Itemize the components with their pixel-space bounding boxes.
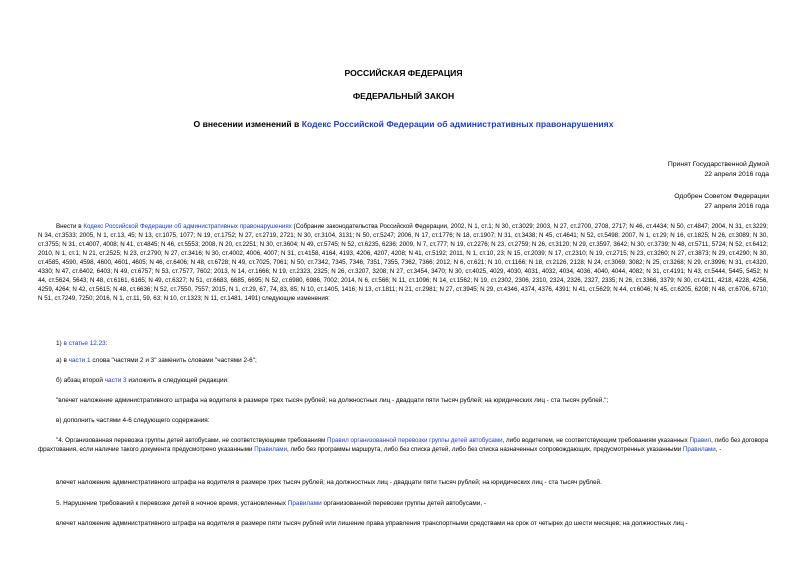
part-5-t1: 5. Нарушение требований к перевозке детей в ночное время, установленных bbox=[56, 500, 288, 507]
main-paragraph-text: (Собрание законодательства Российской Федерации, 2002, N 1, ст.1; N 30, ст.3029; 2003, N 27, ст.2700, 2708, 2717; N 46, ст.4434; N 50, ст.4847; 2004, N 31, ст.3229; N 34, ст.3533; 2005, N 1, ст.13, 45; N 13, ст.1075, 1077; N 19, ст.1752; N 27, ст.2719, 2721; N 30, ст.3104, 3131; N 50, ст.5247; 2006, N 17, ст.1776; N 18, ст.1907; N 31, ст.3438; N 45, ст.4641; N 52, ст.5498; 2007, N 1, ст.29; N 16, ст.1825; N 26, ст.3089; N 30, ст.3755; N 31, ст.4007, 4008; N 41, ст.4845; N 46, ст.5553; 2008, N 20, ст.2251; N 30, ст.3604; N 49, ст.5745; N 52, ст.6235, 6236; 2009, N 7, ст.777; N 19, ст.2276; N 23, ст.2759; N 26, ст.3120; N 29, ст.3597, 3642; N 30, ст.3739; N 48, ст.5711, 5724; N 52, ст.6412; 2010, N 1, ст.1; N 21, ст.2525; N 23, ст.2790; N 27, ст.3416; N 30, ст.4002, 4006, 4007; N 31, ст.4158, 4164, 4193, 4206, 4207, 4208; N 41, ст.5192; 2011, N 1, ст.10, 23; N 15, ст.2039; N 17, ст.2310; N 19, ст.2715; N 23, ст.3260; N 27, ст.3873; N 29, ст.4290; N 30, ст.4585, 4590, 4598, 4600, 4601, 4605; N 46, ст.6406; N 48, ст.6728; N 49, ст.7025, 7061; N 50, ст.7342, 7345, 7346, 7351, 7355, 7362, 7366; 2012, N 6, ст.621; N 10, ст.1166; N 18, ст.2126, 2128; N 24, ст.3069, 3082; N 25, ст.3268; N 29, ст.3996; N 31, ст.4320, 4330; N 47, ст.6402, 6403; N 49, ст.6757; N 53, ст.7577, 7602; 2013, N 14, ст.1666; N 19, ст.2323, 2325; N 26, ст.3207, 3208; N 27, ст.3454, 3470; N 30, ст.4025, 4029, 4030, 4031, 4032, 4034, 4036, 4040, 4044, 4082; N 31, ст.4191; N 43, ст.5444, 5445, 5452; N 44, ст.5624, 5643; N 48, ст.6161, 6165; N 49, ст.6327; N 51, ст.6683, 6685, 6695; N 52, ст.6980, 6986, 7002; 2014, N 6, ст.566; N 11, ст.1096; N 14, ст.1562; N 19, ст.2302, 2306, 2310, 2324, 2326, 2327, 2335; N 26, ст.3366, 3379; N 30, ст.4211, 4218, 4228, 4256, 4259, 4264; N 42, ст.5615; N 48, ст.6636; N 52, ст.7550, 7557; 2015, N 1, ст.29, 67, 74, 83, 85; N 10, ст.1405, 1416; N 13, ст.1811; N 21, ст.2981; N 27, ст.3945; N 29, ст.4346, 4374, 4376, 4391; N 41, ст.5629; N 44, ст.6046; N 45, ст.6205, 6208; N 48, ст.6706, 6710; N 51, ст.7249, 7250; 2016, N 1, ст.11, 59, 63; N 10, ст.1323; N 11, ст.1481, 1491) следующие изменения: bbox=[38, 223, 768, 302]
rules-link-4[interactable]: Правилами bbox=[682, 446, 716, 453]
law-title bbox=[0, 119, 807, 129]
item-1-suffix: : bbox=[105, 340, 108, 347]
part-4-t2: , либо водителем, не соответствующим требованиям указанных bbox=[502, 437, 690, 444]
item-b-quote: "влечет наложение административного штрафа на водителя в размере трех тысяч рублей; на должностных лиц - двадцати пяти тысяч рублей; на юридических лиц - ста тысяч рублей."; bbox=[56, 397, 609, 404]
item-1-prefix: 1) bbox=[56, 340, 64, 347]
law-title-prefix: О внесении изменений в bbox=[193, 119, 302, 129]
part-5-text bbox=[56, 500, 486, 507]
item-c: в) дополнить частями 4-6 следующего содержания: bbox=[56, 417, 210, 424]
code-link-inline[interactable]: Кодекс Российской Федерации об административных правонарушениях bbox=[83, 223, 292, 230]
part-4-t1: "4. Организованная перевозка группы детей автобусами, не соответствующими требованиям bbox=[56, 437, 328, 444]
item-b-prefix: б) абзац второй bbox=[56, 377, 105, 384]
rules-link-3[interactable]: Правилами bbox=[254, 446, 288, 453]
rules-link-1[interactable]: Правил организованной перевозки группы детей автобусами bbox=[327, 437, 503, 444]
council-date: 27 апреля 2016 года bbox=[704, 202, 769, 210]
part-5-t2: организованной перевозки группы детей автобусами, - bbox=[321, 500, 487, 507]
part-4-t3: , либо без договора фрахтования, если наличие такого документа предусмотрено указанными bbox=[38, 437, 769, 453]
part-4-penalty: влечет наложение административного штрафа на водителя в размере трех тысяч рублей; на должностных лиц - двадцати пяти тысяч рублей; на юридических лиц - ста тысяч рублей. bbox=[56, 479, 602, 486]
part-3-link[interactable]: части 3 bbox=[104, 377, 127, 384]
rules-link-5[interactable]: Правилами bbox=[287, 500, 322, 507]
law-type-heading: ФЕДЕРАЛЬНЫЙ ЗАКОН bbox=[352, 91, 455, 101]
duma-adoption bbox=[668, 160, 769, 179]
item-1 bbox=[56, 340, 107, 347]
council-approval bbox=[674, 192, 769, 211]
part-5-penalty: влечет наложение административного штрафа на водителя в размере пяти тысяч рублей или лишение права управления транспортными средствами на срок от четырех до шести месяцев; на должностных лиц - bbox=[56, 520, 688, 527]
rules-link-2[interactable]: Правил bbox=[689, 437, 712, 444]
part-4-text bbox=[38, 436, 768, 454]
part-4-t4: , либо без программы маршрута, либо без списка детей, либо без списка назначенных сопровождающих, предусмотренных указанными bbox=[287, 446, 683, 453]
item-a bbox=[56, 357, 257, 364]
main-paragraph-prefix: Внести в bbox=[56, 223, 84, 230]
item-b-suffix: изложить в следующей редакции: bbox=[126, 377, 229, 384]
duma-date: 22 апреля 2016 года bbox=[704, 170, 769, 178]
country-heading: РОССИЙСКАЯ ФЕДЕРАЦИЯ bbox=[344, 68, 463, 78]
part-1-link[interactable]: части 1 bbox=[68, 357, 91, 364]
duma-label: Принят Государственной Думой bbox=[667, 161, 769, 168]
article-12-23-link[interactable]: в статье 12.23 bbox=[63, 340, 106, 347]
part-4-t5: , - bbox=[715, 446, 722, 453]
item-b bbox=[56, 377, 229, 384]
item-a-suffix: слова "частями 2 и 3" заменить словами "частями 2-6"; bbox=[90, 357, 257, 364]
main-paragraph bbox=[38, 222, 768, 303]
council-label: Одобрен Советом Федерации bbox=[674, 193, 769, 200]
code-link[interactable]: Кодекс Российской Федерации об административных правонарушениях bbox=[301, 119, 614, 129]
item-a-prefix: а) в bbox=[56, 357, 69, 364]
